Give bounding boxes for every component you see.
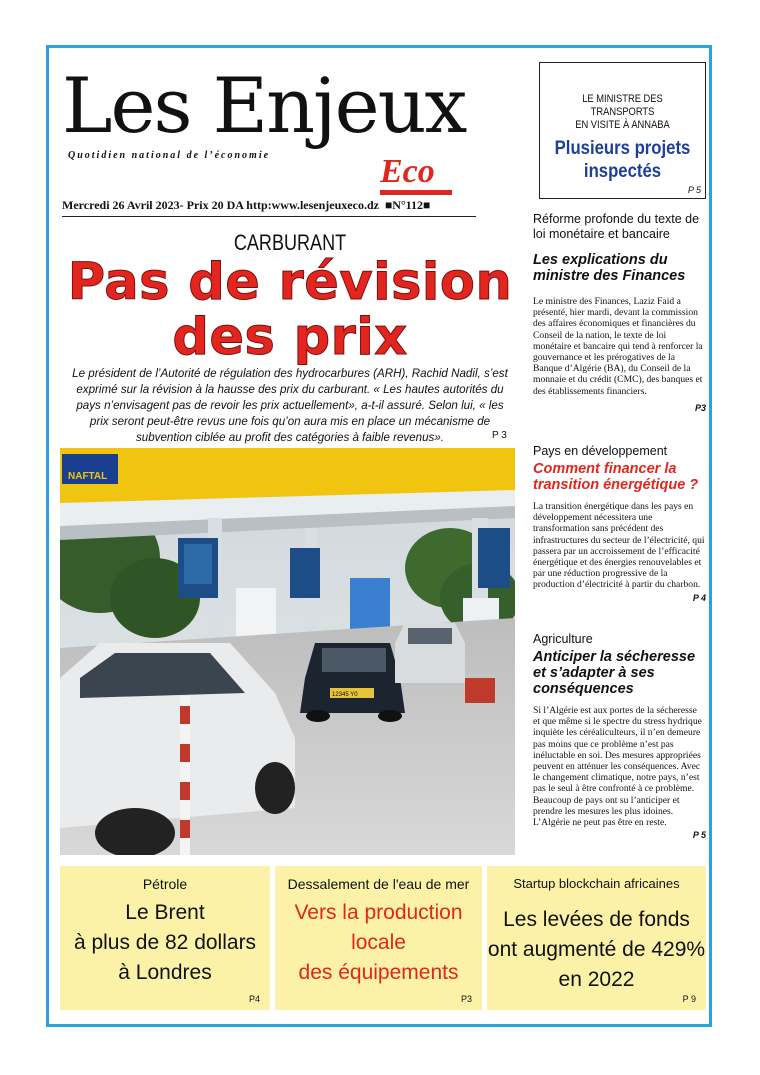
page-ref: P3 [694,402,706,413]
newspaper-subtitle: Quotidien national de l’économie [68,150,271,161]
teaser-box-transport[interactable] [539,62,706,199]
gas-station-photo [60,448,515,855]
teaser-kicker-line: EN VISITE À ANNABA [575,119,670,131]
teaser-kicker: Dessalement de l'eau de mer [287,876,470,892]
page-ref: P 5 [687,185,701,195]
page-ref: P4 [248,994,260,1004]
eco-underline [380,190,452,195]
page-ref: P 9 [682,994,696,1004]
masthead [62,61,482,200]
teaser-headline-line: en 2022 [558,968,635,991]
page-ref: P3 [460,994,472,1004]
lead-kicker: CARBURANT [233,230,347,255]
teaser-kicker: Pétrole [142,876,188,892]
teaser-headline-line: Le Brent [125,901,205,924]
teaser-headline [487,905,706,995]
page-ref: P 4 [692,592,706,603]
lead-headline-line: des prix [172,308,408,367]
dateline-text: Mercredi 26 Avril 2023- Prix 20 DA http:www.lesenjeuxeco.dz [62,198,379,212]
teaser-headline [60,898,270,988]
page-ref: P 5 [692,830,706,841]
article-transition[interactable] [533,444,706,603]
article-kicker: Réforme profonde du texte de loi monétaire et bancaire [533,212,700,241]
article-finances[interactable] [533,212,706,413]
canopy-logo: NAFTAL [68,471,108,482]
lead-text: Le président de l’Autorité de régulation des hydrocarbures (ARH), Rachid Nadil, s’est exprimé sur la révision à la hausse des prix du carburant. « Les hautes autorités du pays n’envisagent pas de revoir les prix actuellement», a-t-il assuré. Selon lui, « les prix seront peut-être revus une fois qu’on aura mis en place un mécanisme de subvention ciblée au profit des catégories à faible revenus». [72,367,508,444]
license-plate: 12345 Y0 [332,692,358,698]
article-agriculture[interactable] [533,632,706,840]
teaser-headline-line: ont augmenté de 429% [487,938,706,961]
teaser-headline-line: à plus de 82 dollars [73,931,257,954]
article-text: La transition énergétique dans les pays en développement nécessitera une transformation sans précédent des infrastructures du secteur de l’électricité, qui passera par un accroissement de l’efficacité énergétique et des énergies renouvelables et par une réduction progressive de la production d’électricité à partir du charbon. [533,501,705,591]
article-headline: Comment financer la transition énergétique ? [533,461,699,493]
teaser-kicker-line: LE MINISTRE DES TRANSPORTS [582,93,663,118]
teaser-headline [550,137,695,183]
teaser-headline-line: locale [351,931,406,954]
article-headline: Anticiper la sécheresse et s’adapter à ses conséquences [533,649,696,697]
teaser-kicker: Startup blockchain africaines [513,876,680,891]
article-headline: Les explications du ministre des Finances [533,252,686,284]
lead-headline[interactable] [60,255,520,365]
article-text: Le ministre des Finances, Laziz Faid a présenté, hier mardi, devant la commission des affaires économiques et financières du Conseil de la nation, le texte de loi monétaire et bancaire qui tend à renforcer la gouvernance et les prérogatives de la Banque d’Algérie (BA), du Conseil de la monnaie et du crédit (CMC), des banques et des établissements financiers. [533,296,703,397]
dateline [62,198,476,217]
teaser-kicker [552,93,692,132]
teaser-headline-line: Plusieurs projets [554,138,691,159]
teaser-box-dessalement[interactable] [275,866,482,1010]
teaser-headline-line: Les levées de fonds [503,908,690,931]
lead-headline-line: Pas de révision [67,253,513,312]
issue-number: ■N°112■ [384,198,431,212]
article-kicker: Pays en développement [533,444,668,458]
article-text: Si l’Algérie est aux portes de la sécheresse et que même si le spectre du stress hydrique inquiète les céréaliculteurs, il n’en demeure pas moins que ce problème n’est pas inéluctable en soi. Des mesures appropriées peuvent en atténuer les conséquences. Avec le changement climatique, notre pays, n’est pas le seul à être confronté à ce problème. Beaucoup de pays ont su l’anticiper et prendre les mesures les plus idoines. L’Algérie ne peut pas être en reste. [533,705,702,829]
teaser-headline-line: inspectés [583,161,662,182]
teaser-headline-line: des équipements [298,961,459,984]
teaser-headline [275,898,482,988]
teaser-box-petrole[interactable] [60,866,270,1010]
newspaper-title: Les Enjeux [62,61,466,150]
teaser-headline-line: à Londres [118,961,212,984]
teaser-box-blockchain[interactable] [487,866,706,1010]
article-kicker: Agriculture [533,632,593,646]
page-ref: P 3 [492,430,507,441]
newspaper-eco-label: Eco [380,153,435,190]
teaser-headline-line: Vers la production [294,901,463,924]
